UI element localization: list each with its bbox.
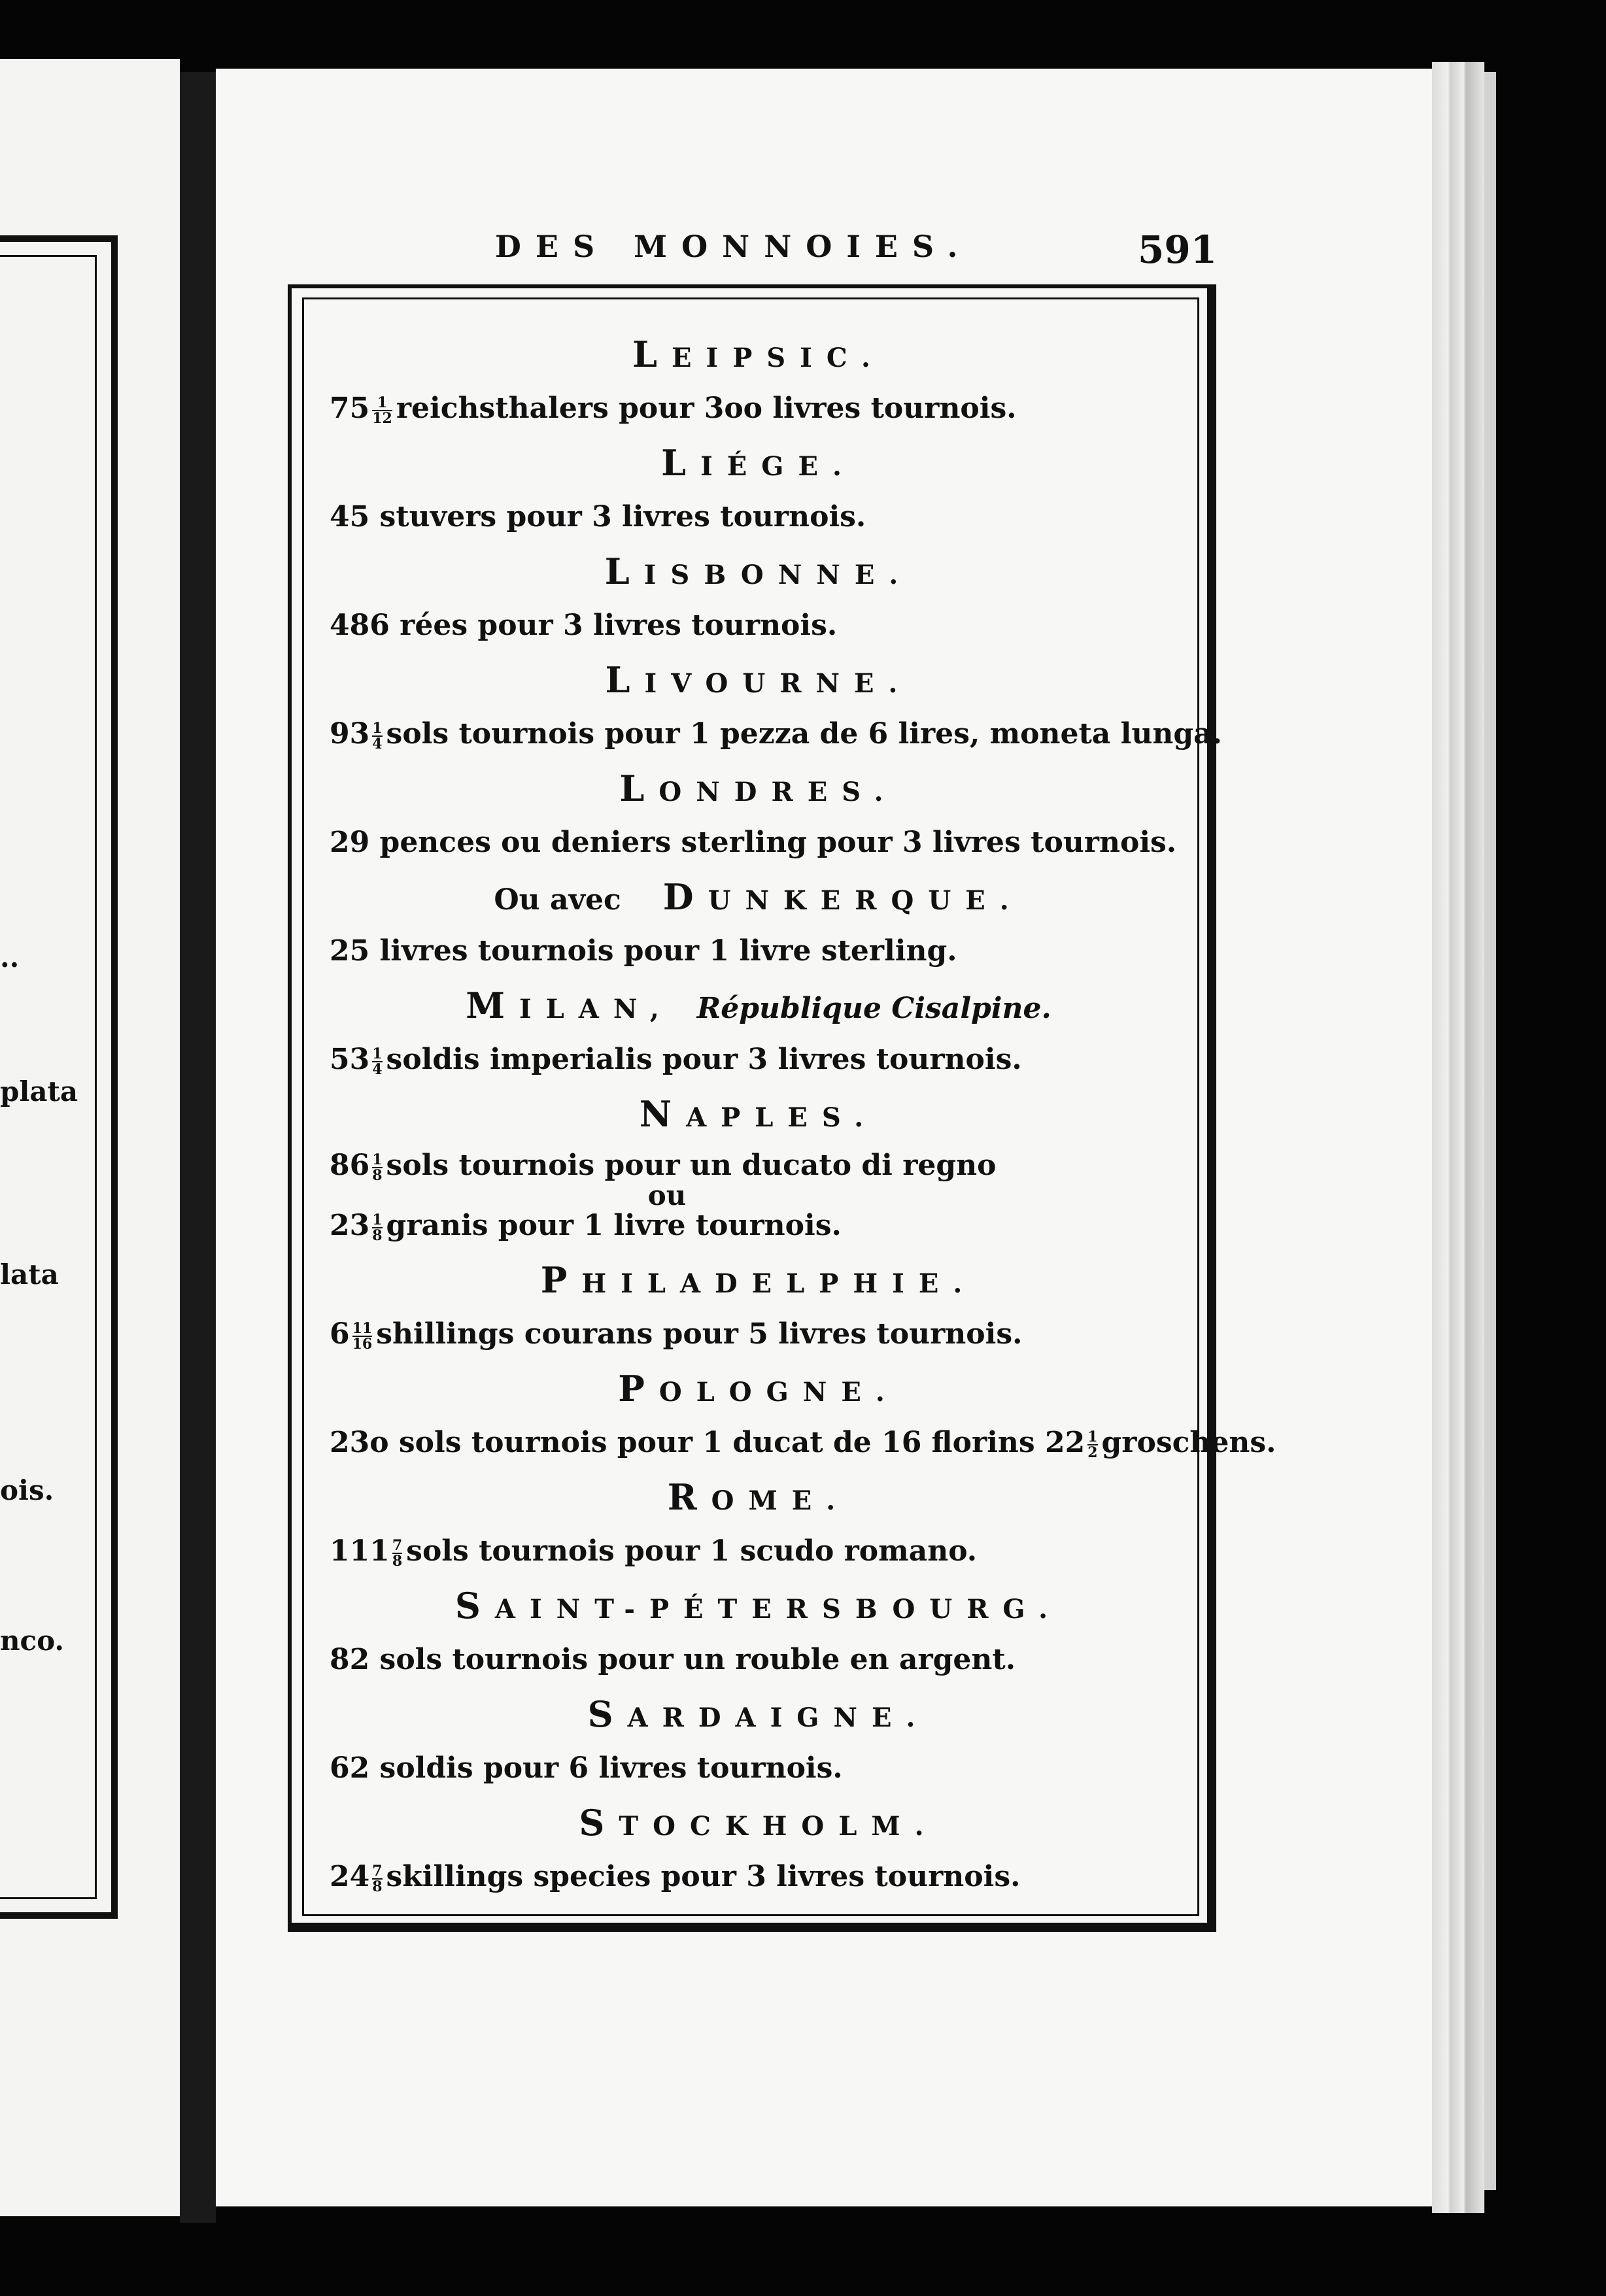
city-heading: LEIPSIC.	[632, 333, 885, 375]
exchange-rate-list	[327, 327, 1276, 1904]
exchange-rate: 23o sols tournois pour 1 ducat de 16 florins 22 $\frac{1}{2}$ groschens.	[330, 1426, 1276, 1461]
entry-pologne	[327, 1361, 1276, 1470]
fraction: $\frac{1}{8}$	[372, 1151, 383, 1184]
conjunction: ou	[647, 1179, 687, 1211]
entry-livourne	[327, 652, 1222, 761]
entry-leipsic	[327, 327, 1190, 435]
fraction: $\frac{11}{16}$	[352, 1319, 373, 1353]
left-fragment: nco.	[0, 1625, 65, 1657]
fraction: $\frac{1}{4}$	[372, 1045, 383, 1078]
exchange-rate: 75 $\frac{1}{12}$ reichsthalers pour 3oo livres tournois.	[330, 392, 1017, 427]
entry-naples	[327, 1087, 1190, 1242]
city-heading: STOCKHOLM.	[579, 1802, 938, 1844]
city-heading: LONDRES.	[619, 768, 898, 809]
entry-lisbonne	[327, 544, 1190, 652]
entry-rome	[327, 1470, 1190, 1578]
exchange-rate: 24 $\frac{7}{8}$ skillings species pour 3 livres tournois.	[330, 1860, 1021, 1895]
left-fragment: ois.	[0, 1474, 54, 1506]
entry-liege	[327, 435, 1190, 544]
left-fragment: ..	[0, 941, 20, 973]
exchange-rate: 93 $\frac{1}{4}$ sols tournois pour 1 pezza de 6 lires, moneta lunga.	[330, 717, 1222, 752]
exchange-rate: 62 soldis pour 6 livres tournois.	[330, 1751, 843, 1785]
entry-dunkerque	[327, 869, 1190, 978]
entry-stockholm	[327, 1795, 1190, 1904]
exchange-rate: 86 $\frac{1}{8}$ sols tournois pour un ducato di regno	[330, 1149, 997, 1184]
running-title: DES MONNOIES.	[495, 229, 972, 264]
entry-milan	[327, 978, 1190, 1087]
city-heading: LISBONNE.	[604, 550, 913, 592]
city-heading: SARDAIGNE.	[587, 1693, 930, 1735]
exchange-rate: 6 $\frac{11}{16}$ shillings courans pour 5 livres tournois.	[330, 1317, 1023, 1353]
exchange-rate: 486 rées pour 3 livres tournois.	[330, 609, 838, 642]
exchange-rate: 111 $\frac{7}{8}$ sols tournois pour 1 scudo romano.	[330, 1534, 978, 1570]
entry-philadelphie	[327, 1253, 1190, 1361]
city-subtitle: République Cisalpine.	[696, 992, 1051, 1025]
city-heading: MILAN, République Cisalpine.	[466, 985, 1051, 1026]
fraction: $\frac{7}{8}$	[372, 1862, 383, 1895]
fraction: $\frac{1}{4}$	[372, 719, 383, 752]
page-edges	[1432, 62, 1484, 2213]
exchange-rate: 53 $\frac{1}{4}$ soldis imperialis pour 3 livres tournois.	[330, 1043, 1022, 1078]
fraction: $\frac{1}{12}$	[372, 394, 392, 427]
city-heading: LIÉGE.	[661, 442, 856, 484]
exchange-rate: 25 livres tournois pour 1 livre sterling.	[330, 934, 957, 968]
city-heading: LIVOURNE.	[605, 659, 912, 701]
exchange-rate: 45 stuvers pour 3 livres tournois.	[330, 500, 866, 533]
left-fragment: lata	[0, 1258, 59, 1291]
page-number: 591	[1138, 228, 1218, 272]
exchange-rate: 82 sols tournois pour un rouble en argent.	[330, 1643, 1016, 1676]
exchange-rate: 29 pences ou deniers sterling pour 3 livres tournois.	[330, 826, 1177, 859]
entry-londres	[327, 761, 1190, 869]
city-heading: Ou avec DUNKERQUE.	[494, 876, 1023, 918]
fraction: $\frac{1}{2}$	[1087, 1428, 1098, 1461]
city-heading: PHILADELPHIE.	[540, 1259, 977, 1301]
exchange-rate: 23 $\frac{1}{8}$ granis pour 1 livre tournois.	[330, 1209, 842, 1244]
book-spine-shadow	[180, 72, 216, 2223]
fraction: $\frac{1}{8}$	[372, 1211, 383, 1244]
city-heading: POLOGNE.	[618, 1368, 899, 1410]
city-heading: SAINT-PÉTERSBOURG.	[454, 1585, 1063, 1627]
left-fragment: plata	[0, 1075, 78, 1107]
fraction: $\frac{7}{8}$	[392, 1536, 403, 1570]
entry-sardaigne	[327, 1687, 1190, 1795]
city-heading: NAPLES.	[639, 1093, 878, 1135]
page-edges-back	[1484, 72, 1496, 2190]
city-heading: ROME.	[667, 1476, 850, 1518]
entry-saint-petersbourg	[327, 1578, 1190, 1687]
